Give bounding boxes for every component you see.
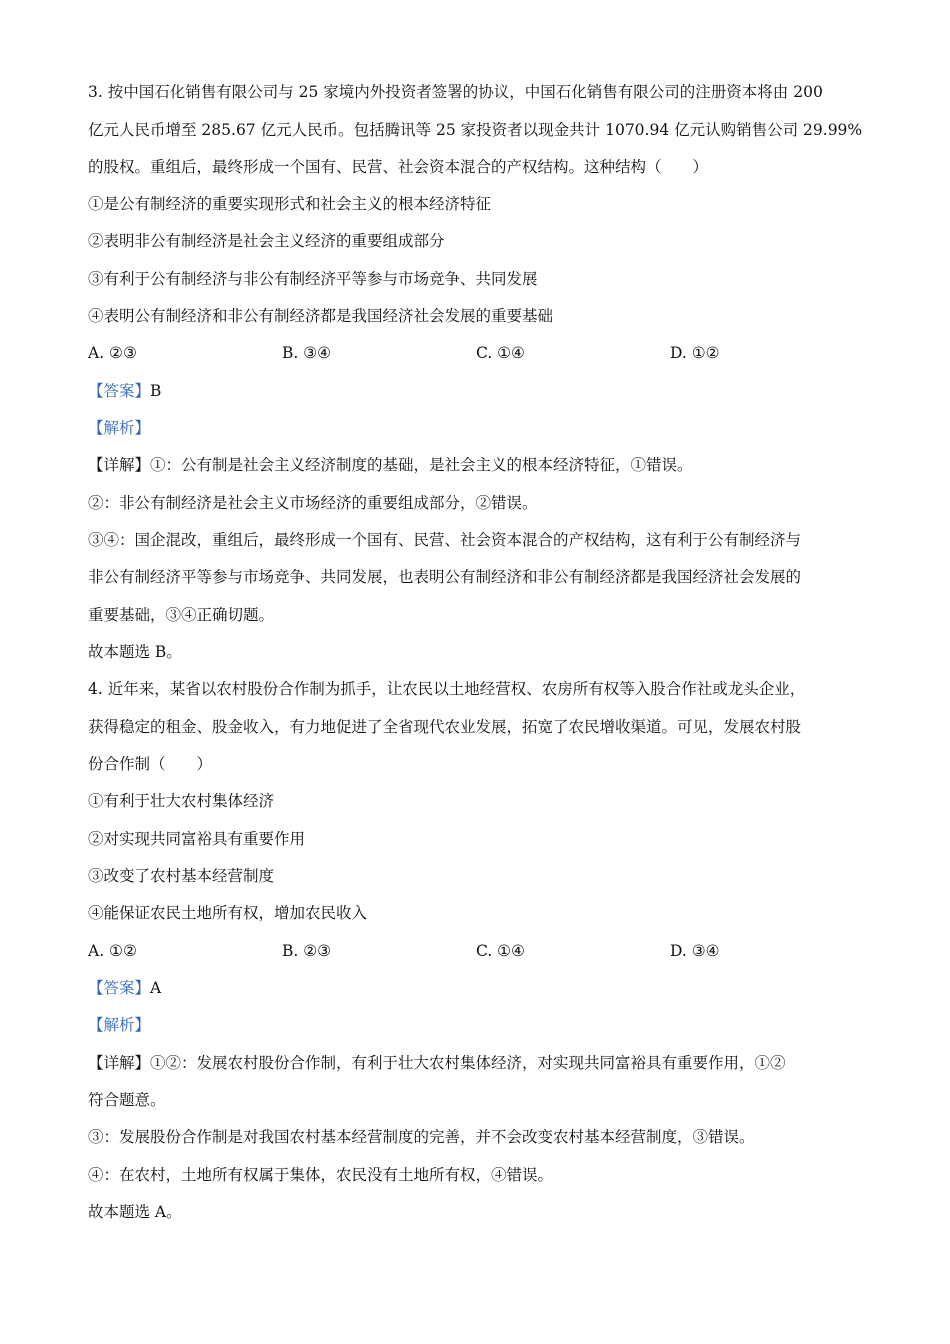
q3-item-2: ②表明非公有制经济是社会主义经济的重要组成部分: [88, 232, 445, 250]
q3-option-a: A. ②③: [88, 344, 137, 362]
q3-detail-text-1: ①：公有制是社会主义经济制度的基础，是社会主义的根本经济特征，①错误。: [150, 456, 693, 474]
q4-item-2: ②对实现共同富裕具有重要作用: [88, 830, 306, 848]
q4-item-3: ③改变了农村基本经营制度: [88, 867, 275, 885]
q4-detail-line-3: ③：发展股份合作制是对我国农村基本经营制度的完善，并不会改变农村基本经营制度，③错误。: [88, 1128, 755, 1146]
q3-analysis-tag: 【解析】: [88, 419, 151, 437]
q4-detail-line-2: 符合题意。: [88, 1091, 166, 1109]
q3-analysis-heading: [88, 418, 880, 438]
q3-detail-line-5: 重要基础，③④正确切题。: [88, 606, 275, 624]
q4-analysis-tag: 【解析】: [88, 1016, 151, 1034]
q3-detail-tag: 【详解】: [88, 456, 151, 474]
q4-option-c: C. ①④: [476, 942, 525, 960]
q3-option-c: C. ①④: [476, 344, 525, 362]
q3-detail-line-4: 非公有制经济平等参与市场竞争、共同发展，也表明公有制经济和非公有制经济都是我国经济社会发展的: [88, 568, 802, 586]
q3-stem-line-2: 亿元人民币增至 285.67 亿元人民币。包括腾讯等 25 家投资者以现金共计 1070.94 亿元认购销售公司 29.99%: [88, 121, 863, 139]
q4-item-4: ④能保证农民土地所有权，增加农民收入: [88, 904, 368, 922]
q4-stem-line-2: 获得稳定的租金、股金收入，有力地促进了全省现代农业发展，拓宽了农民增收渠道。可见，发展农村股: [88, 718, 802, 736]
q4-answer: [88, 978, 880, 998]
q4-detail-text-1: ①②：发展农村股份合作制，有利于壮大农村集体经济，对实现共同富裕具有重要作用，①②: [150, 1054, 786, 1072]
q3-detail-line-3: ③④：国企混改，重组后，最终形成一个国有、民营、社会资本混合的产权结构，这有利于公有制经济与: [88, 531, 802, 549]
q4-stem-line-1: 4. 近年来，某省以农村股份合作制为抓手，让农民以土地经营权、农房所有权等入股合作社或龙头企业，: [88, 680, 806, 698]
q3-item-3: ③有利于公有制经济与非公有制经济平等参与市场竞争、共同发展: [88, 270, 538, 288]
q3-detail-line-1: [88, 455, 880, 475]
q4-detail-line-4: ④：在农村，土地所有权属于集体，农民没有土地所有权，④错误。: [88, 1166, 554, 1184]
q3-stem-line-1: 3. 按中国石化销售有限公司与 25 家境内外投资者签署的协议，中国石化销售有限公司的注册资本将由 200: [88, 83, 823, 101]
q4-item-1: ①有利于壮大农村集体经济: [88, 792, 275, 810]
q4-answer-value: A: [150, 979, 162, 997]
q4-answer-tag: 【答案】: [88, 979, 151, 997]
q3-item-4: ④表明公有制经济和非公有制经济都是我国经济社会发展的重要基础: [88, 307, 554, 325]
q3-item-1: ①是公有制经济的重要实现形式和社会主义的根本经济特征: [88, 195, 492, 213]
q3-answer: [88, 381, 880, 401]
q3-detail-line-2: ②：非公有制经济是社会主义市场经济的重要组成部分，②错误。: [88, 494, 538, 512]
q4-option-b: B. ②③: [282, 942, 332, 960]
q4-option-d: D. ③④: [670, 942, 720, 960]
q3-answer-tag: 【答案】: [88, 382, 151, 400]
q3-option-b: B. ③④: [282, 344, 332, 362]
q4-stem-line-3: 份合作制（ ）: [88, 755, 213, 773]
q4-option-a: A. ①②: [88, 942, 137, 960]
q3-answer-value: B: [150, 382, 162, 400]
q3-conclusion: 故本题选 B。: [88, 643, 182, 661]
q3-option-d: D. ①②: [670, 344, 720, 362]
q4-conclusion: 故本题选 A。: [88, 1203, 182, 1221]
q3-stem-line-3: 的股权。重组后，最终形成一个国有、民营、社会资本混合的产权结构。这种结构（ ）: [88, 158, 709, 176]
q4-detail-line-1: [88, 1053, 880, 1073]
q4-detail-tag: 【详解】: [88, 1054, 151, 1072]
q4-analysis-heading: [88, 1015, 880, 1035]
